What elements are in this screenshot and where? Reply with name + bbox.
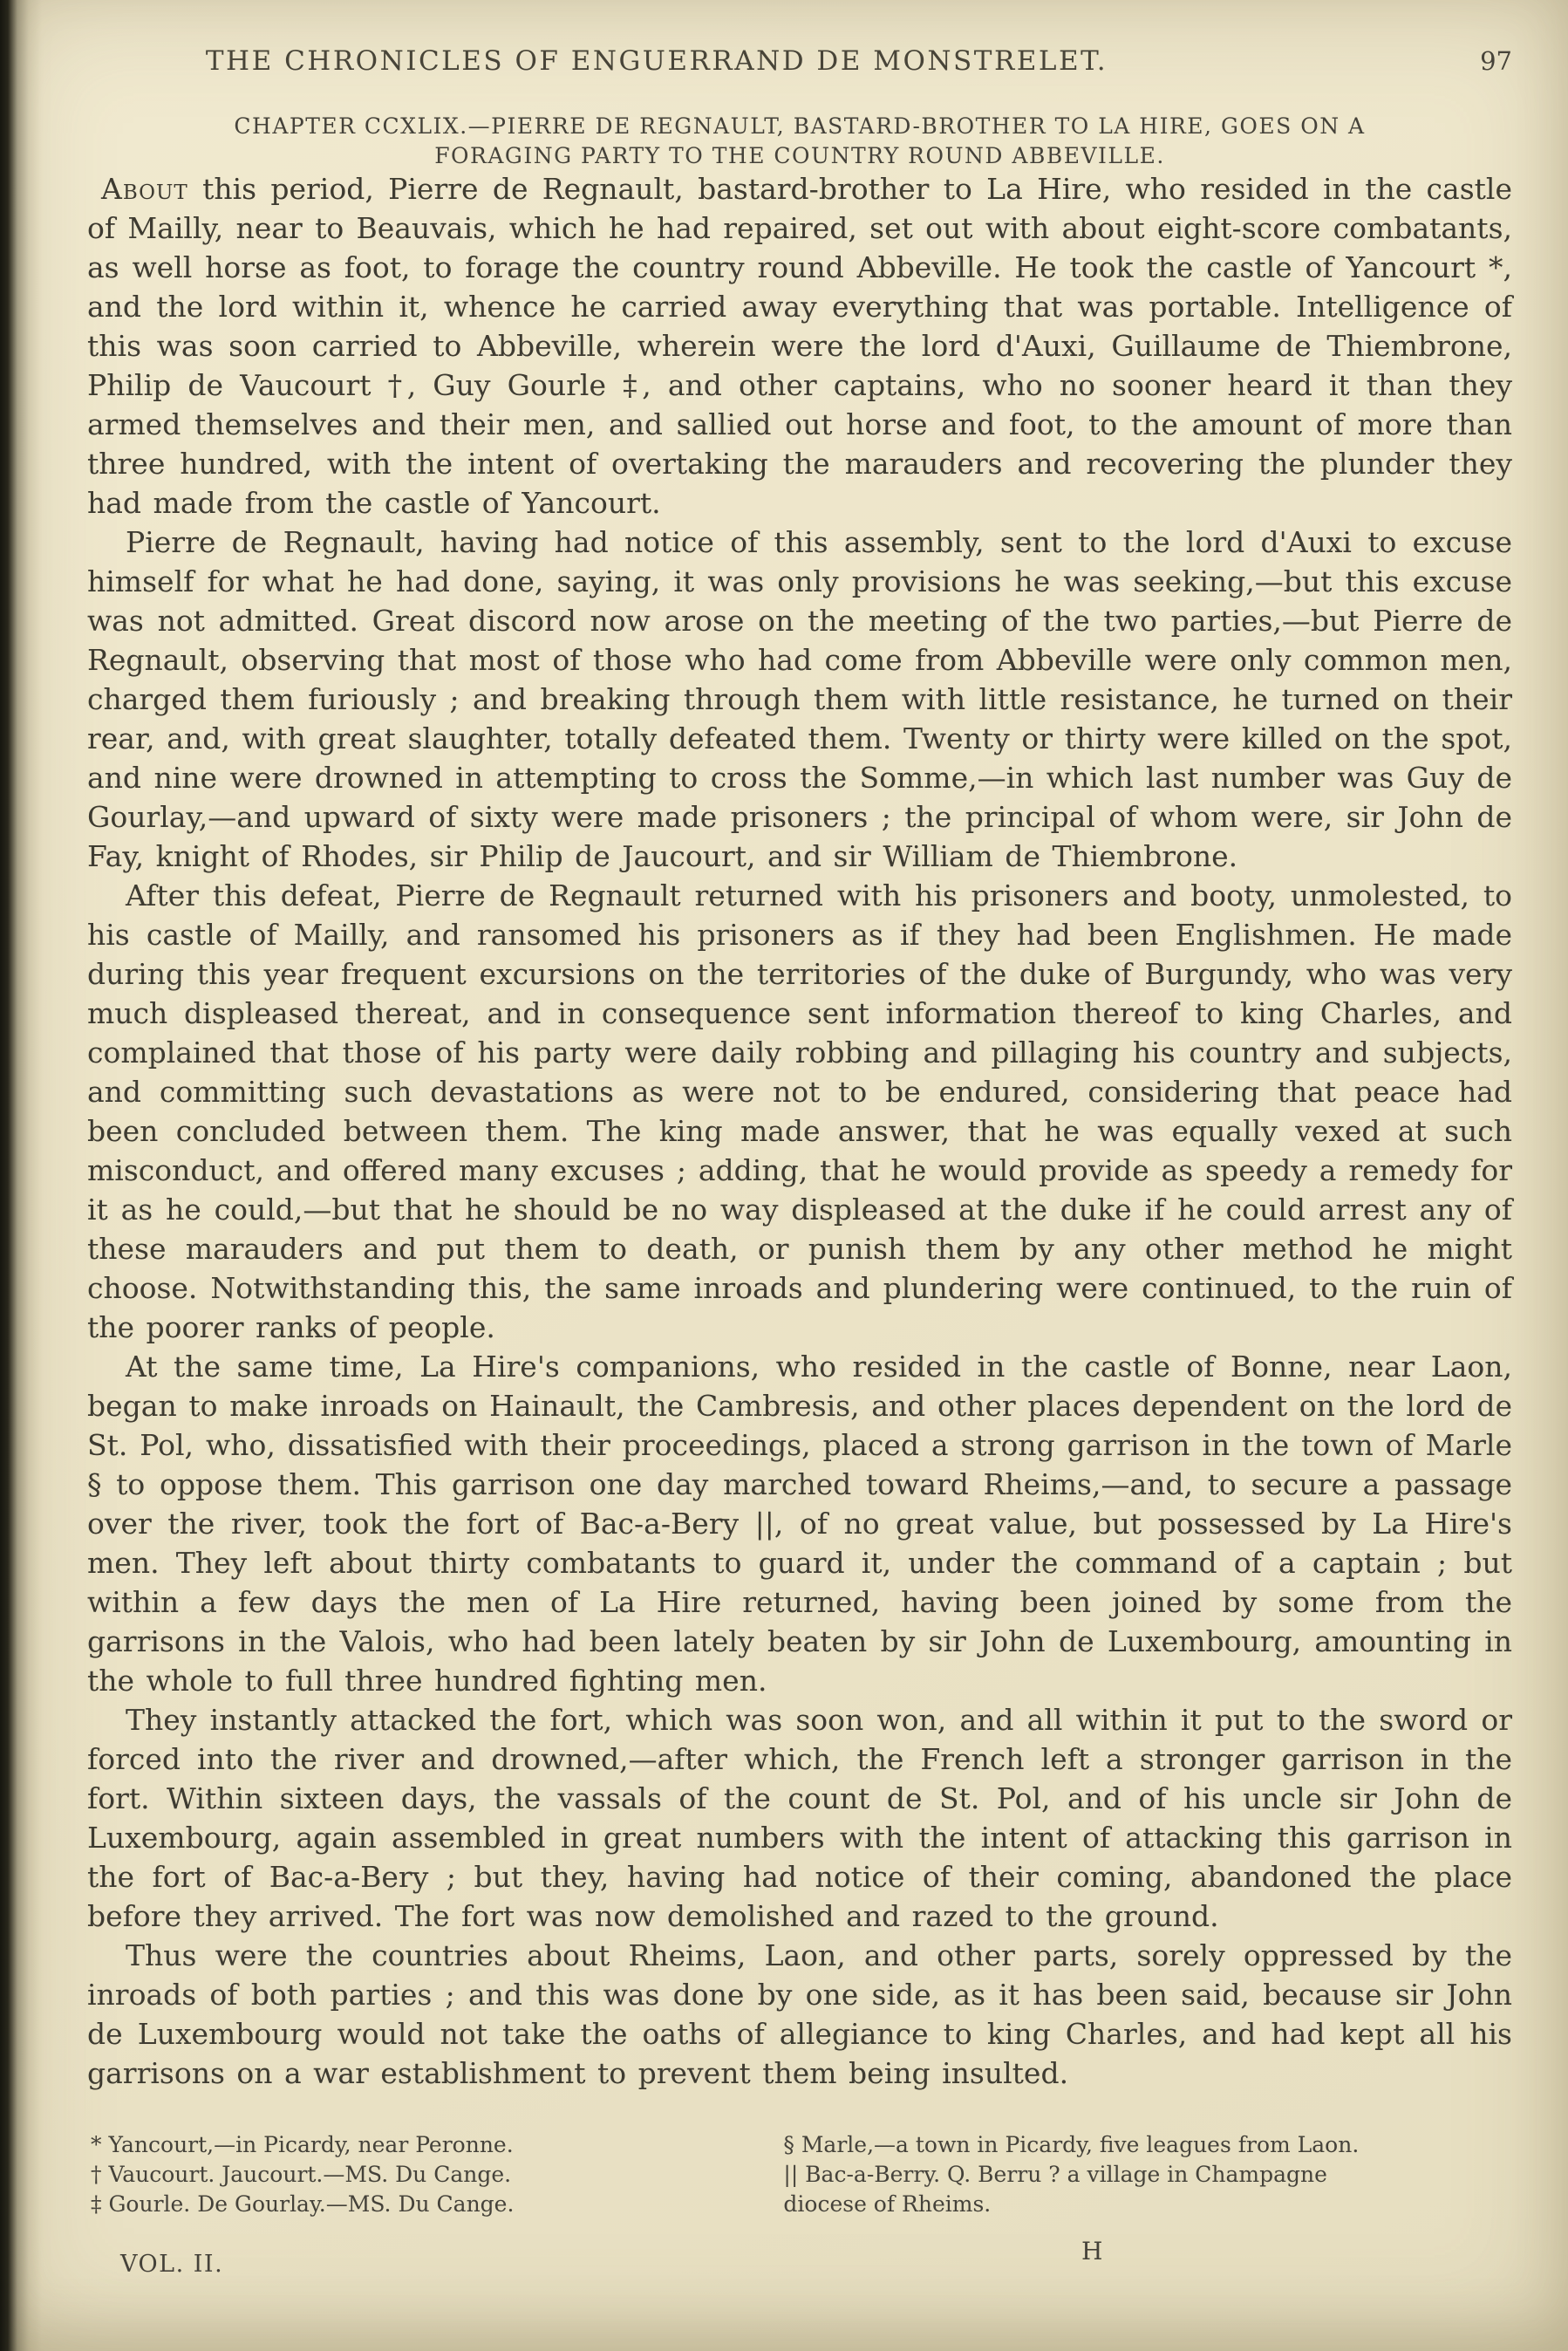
footnotes-left-column <box>91 2130 773 2219</box>
page-binding-edge <box>0 0 42 2351</box>
page-number: 97 <box>1480 46 1512 76</box>
running-title: THE CHRONICLES OF ENGUERRAND DE MONSTRELET. <box>205 45 1108 77</box>
paragraph-1-lead-word: About <box>101 172 188 206</box>
footnote-bac-a-berry: || Bac-a-Berry. Q. Berru ? a village in Champagne <box>783 2162 1327 2187</box>
body-text <box>87 169 1512 2093</box>
footnotes <box>91 2130 1512 2219</box>
footnotes-right-column <box>773 2130 1512 2219</box>
chapter-heading-line-2: FORAGING PARTY TO THE COUNTRY ROUND ABBEVILLE. <box>434 143 1165 168</box>
paragraph-6: Thus were the countries about Rheims, Laon, and other parts, sorely oppressed by the inroads of both parties ; and this was done by one side, as it has been said, because sir John de Luxembourg would not take the oaths of allegiance to king Charles, and had kept all his garrisons on a war establishment to prevent them being insulted. <box>87 1938 1512 2090</box>
footnote-yancourt: * Yancourt,—in Picardy, near Peronne. <box>91 2132 514 2157</box>
paragraph-4: At the same time, La Hire's companions, who resided in the castle of Bonne, near Laon, began to make inroads on Hainault, the Cambresis, and other places dependent on the lord de St. Pol, who, dissatisfied with their proceedings, placed a strong garrison in the town of Marle § to oppose them. This garrison one day marched toward Rheims,—and, to secure a passage over the river, took the fort of Bac-a-Bery ||, of no great value, but possessed by La Hire's men. They left about thirty combatants to guard it, under the command of a captain ; but within a few days the men of La Hire returned, having been joined by some from the garrisons in the Valois, who had been lately beaten by sir John de Luxembourg, amounting in the whole to full three hundred fighting men. <box>87 1350 1512 1698</box>
paragraph-2: Pierre de Regnault, having had notice of this assembly, sent to the lord d'Auxi to excuse himself for what he had done, saying, it was only provisions he was seeking,—but this excuse was not admitted. Great discord now arose on the meeting of the two parties,—but Pierre de Regnault, observing that most of those who had come from Abbeville were only common men, charged them furiously ; and breaking through them with little resistance, he turned on their rear, and, with great slaughter, totally defeated them. Twenty or thirty were killed on the spot, and nine were drowned in attempting to cross the Somme,—in which last number was Guy de Gourlay,—and upward of sixty were made prisoners ; the principal of whom were, sir John de Fay, knight of Rhodes, sir Philip de Jaucourt, and sir William de Thiembrone. <box>87 525 1512 873</box>
page-header <box>87 45 1514 84</box>
paragraph-3: After this defeat, Pierre de Regnault returned with his prisoners and booty, unmolested, to his castle of Mailly, and ransomed his prisoners as if they had been Englishmen. He made during this year frequent excursions on the territories of the duke of Burgundy, who was very much displeased thereat, and in consequence sent information thereof to king Charles, and complained that those of his party were daily robbing and pillaging his country and subjects, and committing such devastations as were not to be endured, considering that peace had been concluded between them. The king made answer, that he was equally vexed at such misconduct, and offered many excuses ; adding, that he would provide as speedy a remedy for it as he could,—but that he should be no way displeased at the duke if he could arrest any of these marauders and put them to death, or punish them by any other method he might choose. Notwithstanding this, the same inroads and plundering were continued, to the ruin of the poorer ranks of people. <box>87 878 1512 1344</box>
printer-signature-mark: H <box>1081 2237 1103 2266</box>
volume-label: VOL. II. <box>120 2251 224 2278</box>
signature-row <box>91 2231 1512 2278</box>
paragraph-1 <box>87 169 1512 523</box>
paragraph-1-text: this period, Pierre de Regnault, bastard-brother to La Hire, who resided in the castle of Mailly, near to Beauvais, which he had repaired, set out with about eight-score combatants, as well horse as foot, to forage the country round Abbeville. He took the castle of Yancourt *, and the lord within it, whence he carried away everything that was portable. Intelligence of this was soon carried to Abbeville, wherein were the lord d'Auxi, Guillaume de Thiembrone, Philip de Vaucourt †, Guy Gourle ‡, and other captains, who no sooner heard it than they armed themselves and their men, and sallied out horse and foot, to the amount of more than three hundred, with the intent of overtaking the marauders and recovering the plunder they had made from the castle of Yancourt. <box>87 172 1512 520</box>
footnote-bac-a-berry-continued: diocese of Rheims. <box>783 2191 992 2217</box>
footnote-vaucourt: † Vaucourt. Jaucourt.—MS. Du Cange. <box>91 2162 512 2187</box>
chapter-heading <box>87 112 1512 171</box>
paragraph-5: They instantly attacked the fort, which was soon won, and all within it put to the sword or forced into the river and drowned,—after which, the French left a stronger garrison in the fort. Within sixteen days, the vassals of the count de St. Pol, and of his uncle sir John de Luxembourg, again assembled in great numbers with the intent of attacking this garrison in the fort of Bac-a-Bery ; but they, having had notice of their coming, abandoned the place before they arrived. The fort was now demolished and razed to the ground. <box>87 1703 1512 1933</box>
chapter-heading-line-1: CHAPTER CCXLIX.—PIERRE DE REGNAULT, BASTARD-BROTHER TO LA HIRE, GOES ON A <box>234 113 1366 139</box>
footnote-marle: § Marle,—a town in Picardy, five leagues from Laon. <box>783 2132 1360 2157</box>
footnote-gourle: ‡ Gourle. De Gourlay.—MS. Du Cange. <box>91 2191 515 2217</box>
